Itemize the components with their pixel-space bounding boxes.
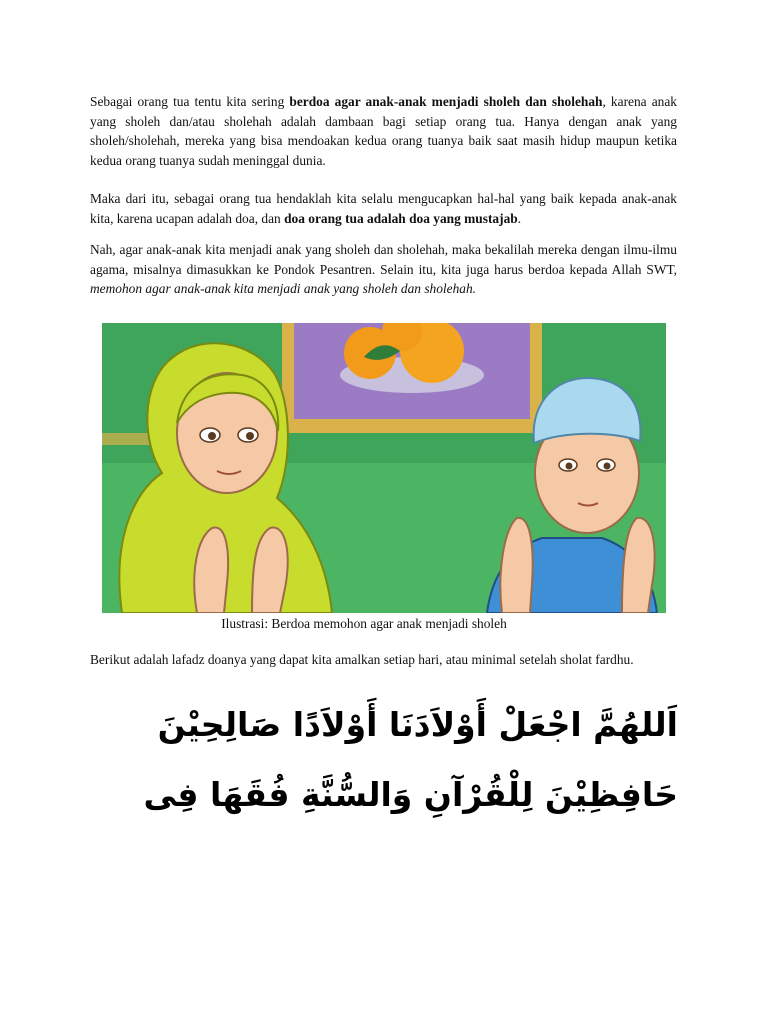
paragraph-1-text-a: Sebagai orang tua tentu kita sering — [90, 94, 290, 109]
paragraph-4: Berikut adalah lafadz doanya yang dapat kita amalkan setiap hari, atau minimal setelah sholat fardhu. — [90, 652, 634, 667]
paragraph-2-text-a: Maka dari itu, sebagai orang tua hendaklah kita selalu mengucapkan hal-hal yang baik kepada anak-anak kita, karena ucapan adalah doa, dan — [90, 191, 677, 226]
figure-caption: Ilustrasi: Berdoa memohon agar anak menjadi sholeh — [221, 616, 507, 631]
paragraph-1-text-b: , karena anak yang sholeh dan/atau sholehah adalah dambaan bagi setiap orang tua. Hanya dengan anak yang sholeh/sholehah, mereka yang bisa mendoakan kedua orang tuanya baik saat masih hidup maupun ketika kedua orang tuanya sudah meninggal dunia. — [90, 94, 677, 168]
praying-children-illustration — [102, 323, 666, 613]
boy-pupil-left — [566, 463, 573, 470]
paragraph-2-bold: doa orang tua adalah doa yang mustajab — [284, 210, 518, 226]
boy-pupil-right — [604, 463, 611, 470]
paragraph-1-bold: berdoa agar anak-anak menjadi sholeh dan sholehah — [289, 94, 603, 109]
prayer-line-2: حَافِظِيْنَ لِلْقُرْآنِ وَالسُّنَّةِ فُقَهَا فِى — [143, 775, 678, 814]
prayer-line-1: اَللهُمَّ اجْعَلْ أَوْلاَدَنَا أَوْلاَدًا صَالِحِيْنَ — [157, 705, 678, 744]
paragraph-2-text-b: . — [517, 210, 522, 226]
paragraph-3 — [90, 240, 677, 299]
paragraph-1 — [90, 92, 677, 170]
paragraph-2 — [90, 189, 677, 228]
paragraph-3-text-a: Nah, agar anak-anak kita menjadi anak yang sholeh dan sholehah, maka bekalilah mereka dengan ilmu-ilmu agama, misalnya dimasukkan ke Pondok Pesantren. Selain itu, kita juga harus berdoa kepada Allah SWT, — [90, 242, 677, 277]
girl-pupil-right — [246, 432, 254, 440]
illustration-figure — [102, 323, 666, 613]
article-body — [90, 92, 677, 311]
paragraph-3-italic: memohon agar anak-anak kita menjadi anak yang sholeh dan sholehah. — [90, 281, 477, 296]
girl-pupil-left — [208, 432, 216, 440]
